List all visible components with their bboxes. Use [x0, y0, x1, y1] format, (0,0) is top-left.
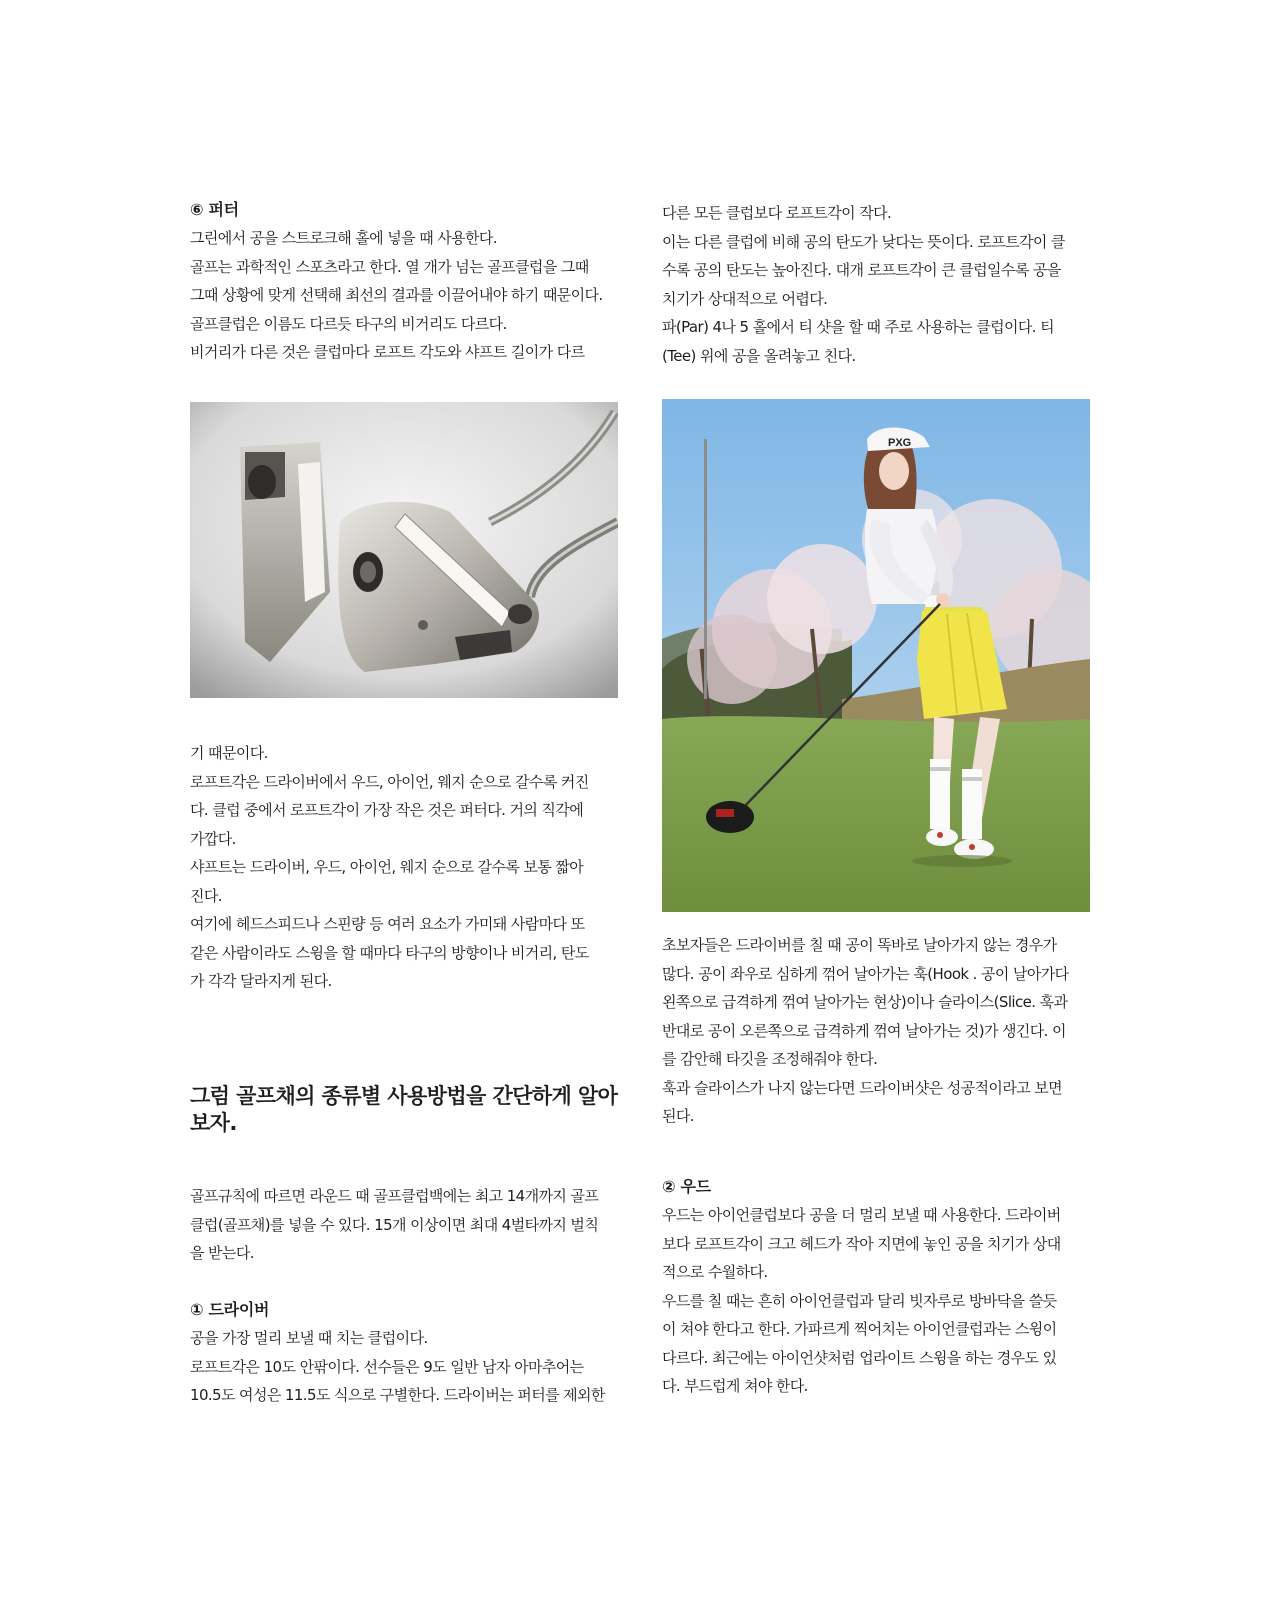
- body-line: 수록 공의 탄도는 높아진다. 대개 로프트각이 큰 클럽일수록 공을: [662, 261, 1061, 279]
- putter-line: 그린에서 공을 스트로크해 홀에 넣을 때 사용한다.: [190, 229, 497, 247]
- wood-heading: ② 우드: [662, 1177, 711, 1196]
- body-line: 왼쪽으로 급격하게 꺾여 날아가는 현상)이나 슬라이스(Slice. 훅과: [662, 993, 1068, 1011]
- section-title-line: 보자.: [190, 1111, 237, 1135]
- wood-section: [662, 1173, 1061, 1401]
- body-line: 훅과 슬라이스가 나지 않는다면 드라이버샷은 성공적이라고 보면: [662, 1078, 1063, 1097]
- body-line: 여기에 헤드스피드나 스핀량 등 여러 요소가 가미돼 사람마다 또: [190, 915, 585, 933]
- body-line: 이는 다른 클럽에 비해 공의 탄도가 낮다는 뜻이다. 로프트각이 클: [662, 232, 1065, 251]
- driver-section: [190, 1296, 605, 1410]
- body-line: 다르다. 최근에는 아이언샷처럼 업라이트 스윙을 하는 경우도 있: [662, 1348, 1057, 1367]
- rules-paragraph: [190, 1182, 598, 1268]
- body-line: 같은 사람이라도 스윙을 할 때마다 타구의 방향이나 비거리, 탄도: [190, 943, 589, 962]
- section-title-line: 그럼 골프채의 종류별 사용방법을 간단하게 알아: [190, 1084, 618, 1108]
- body-line: 다른 모든 클럽보다 로프트각이 작다.: [662, 204, 892, 222]
- driver-continued: [662, 199, 1065, 370]
- body-line: 많다. 공이 좌우로 심하게 꺾어 날아가는 훅(Hook . 공이 날아가다: [662, 964, 1069, 983]
- putter-heading: ⑥ 퍼터: [190, 200, 239, 219]
- body-line: 적으로 수월하다.: [662, 1263, 768, 1281]
- putter-clubs-photo: [190, 402, 618, 698]
- body-line: 기 때문이다.: [190, 744, 268, 762]
- body-line: 초보자들은 드라이버를 칠 때 공이 똑바로 날아가지 않는 경우가: [662, 936, 1057, 954]
- section-title: [190, 1083, 617, 1137]
- body-line: 반대로 공이 오른쪽으로 급격하게 꺾여 날아가는 것)가 생긴다. 이: [662, 1021, 1066, 1040]
- loft-section: [190, 739, 589, 996]
- body-line: 골프규칙에 따르면 라운드 때 골프클럽백에는 최고 14개까지 골프: [190, 1187, 599, 1205]
- putter-line: 그때 상황에 맞게 선택해 최선의 결과를 이끌어내야 하기 때문이다.: [190, 286, 603, 304]
- body-line: 공을 가장 멀리 보낼 때 치는 클럽이다.: [190, 1329, 428, 1347]
- body-line: 다. 클럽 중에서 로프트각이 가장 작은 것은 퍼터다. 거의 직각에: [190, 801, 584, 819]
- putter-line: 골프클럽은 이름도 다르듯 타구의 비거리도 다르다.: [190, 314, 507, 333]
- golfer-photo: [662, 399, 1090, 912]
- body-line: 로프트각은 드라이버에서 우드, 아이언, 웨지 순으로 갈수록 커진: [190, 772, 589, 791]
- body-line: 를 감안해 타깃을 조정해줘야 한다.: [662, 1050, 878, 1068]
- body-line: (Tee) 위에 공을 올려놓고 친다.: [662, 346, 856, 365]
- body-line: 보다 로프트각이 크고 헤드가 작아 지면에 놓인 공을 치기가 상대: [662, 1234, 1061, 1253]
- body-line: 가깝다.: [190, 829, 236, 848]
- body-line: 우드는 아이언클럽보다 공을 더 멀리 보낼 때 사용한다. 드라이버: [662, 1206, 1061, 1224]
- body-line: 다. 부드럽게 쳐야 한다.: [662, 1377, 808, 1395]
- body-line: 가 각각 달라지게 된다.: [190, 972, 332, 990]
- body-line: 진다.: [190, 886, 222, 905]
- hook-slice-section: [662, 931, 1069, 1131]
- cap-logo: PXG: [888, 437, 912, 449]
- body-line: 이 쳐야 한다고 한다. 가파르게 찍어치는 아이언클럽과는 스윙이: [662, 1320, 1057, 1338]
- putter-line: 비거리가 다른 것은 클럽마다 로프트 각도와 샤프트 길이가 다르: [190, 343, 585, 361]
- body-line: 샤프트는 드라이버, 우드, 아이언, 웨지 순으로 갈수록 보통 짧아: [190, 858, 584, 876]
- body-line: 된다.: [662, 1107, 694, 1125]
- body-line: 로프트각은 10도 안팎이다. 선수들은 9도 일반 남자 아마추어는: [190, 1357, 584, 1376]
- driver-heading: ① 드라이버: [190, 1300, 270, 1319]
- body-line: 치기가 상대적으로 어렵다.: [662, 289, 828, 308]
- body-line: 10.5도 여성은 11.5도 식으로 구별한다. 드라이버는 퍼터를 제외한: [190, 1386, 605, 1404]
- body-line: 을 받는다.: [190, 1244, 254, 1262]
- putter-line: 골프는 과학적인 스포츠라고 한다. 열 개가 넘는 골프클럽을 그때: [190, 257, 589, 276]
- body-line: 클럽(골프채)를 넣을 수 있다. 15개 이상이면 최대 4벌타까지 벌칙: [190, 1215, 599, 1234]
- putter-section: [190, 196, 603, 367]
- body-line: 파(Par) 4나 5 홀에서 티 샷을 할 때 주로 사용하는 클럽이다. 티: [662, 318, 1055, 336]
- body-line: 우드를 칠 때는 흔히 아이언클럽과 달리 빗자루로 방바닥을 쓸듯: [662, 1291, 1057, 1310]
